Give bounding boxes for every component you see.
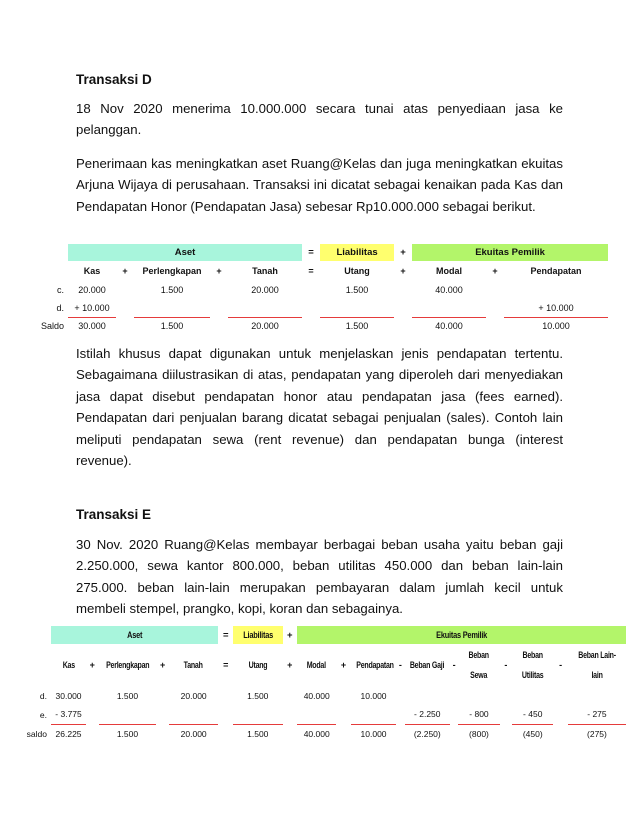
cell-tanah: 20.000 xyxy=(180,690,207,701)
cell-kas: 20.000 xyxy=(78,285,106,295)
cell-beban-gaji: - 2.250 xyxy=(405,705,450,724)
table-row-saldo xyxy=(38,317,608,335)
column-header-row xyxy=(38,261,608,281)
cell-modal: 40.000 xyxy=(303,690,330,701)
cell-utang xyxy=(320,299,394,317)
cell-beban-lain-lain: - 275 xyxy=(568,705,626,724)
cell-modal: 40.000 xyxy=(435,321,463,332)
row-label: d. xyxy=(56,303,64,313)
group-liabilitas: Liabilitas xyxy=(233,626,283,644)
cell-beban-sewa xyxy=(458,686,499,705)
row-label: saldo xyxy=(26,728,47,739)
cell-pendapatan: 10.000 xyxy=(360,690,387,701)
plus-sign: + xyxy=(400,247,406,258)
cell-modal xyxy=(297,705,336,724)
col-beban-sewa: Beban Sewa xyxy=(468,650,490,680)
cell-pendapatan xyxy=(351,705,396,724)
col-op: + xyxy=(340,660,347,670)
table-row xyxy=(38,281,608,299)
cell-tanah: 20.000 xyxy=(251,285,279,295)
group-ekuitas: Ekuitas Pemilik xyxy=(297,626,626,644)
cell-kas: + 10.000 xyxy=(68,299,116,317)
row-label: c. xyxy=(56,285,64,295)
cell-perlengkapan: 1.500 xyxy=(116,728,139,739)
cell-beban-utilitas xyxy=(512,686,553,705)
col-op: = xyxy=(308,266,314,276)
table-row xyxy=(22,705,626,724)
col-kas: Kas xyxy=(62,660,75,670)
cell-perlengkapan: 1.500 xyxy=(160,321,184,332)
col-op: + xyxy=(159,660,166,670)
cell-modal: 40.000 xyxy=(435,285,463,295)
col-op: - xyxy=(452,660,456,670)
cell-kas: 26.225 xyxy=(55,728,82,739)
row-label: e. xyxy=(39,709,47,720)
group-aset: Aset xyxy=(68,244,302,261)
col-op: + xyxy=(216,266,222,276)
cell-beban-lain-lain xyxy=(568,686,626,705)
plus-sign: + xyxy=(287,629,293,641)
cell-pendapatan: 10.000 xyxy=(360,728,387,739)
section-d-paragraph-1: 18 Nov 2020 menerima 10.000.000 secara tunai atas penyediaan jasa ke pelanggan. xyxy=(76,101,563,138)
table-row xyxy=(38,299,608,317)
col-beban-gaji: Beban Gaji xyxy=(410,660,445,670)
equals-sign: = xyxy=(308,247,314,258)
cell-tanah xyxy=(169,705,219,724)
transaction-d-table xyxy=(38,244,608,335)
cell-beban-utilitas: (450) xyxy=(522,728,543,739)
cell-beban-lain-lain: (275) xyxy=(587,728,607,739)
group-header-row xyxy=(38,244,608,261)
table-row xyxy=(22,686,626,705)
transaction-e-table xyxy=(22,626,626,743)
cell-beban-utilitas: - 450 xyxy=(512,705,553,724)
row-label: d. xyxy=(39,690,47,701)
cell-pendapatan: 10.000 xyxy=(542,321,570,332)
col-utang: Utang xyxy=(344,266,370,276)
section-e-title: Transaksi E xyxy=(76,507,152,522)
cell-perlengkapan xyxy=(99,705,157,724)
col-op: + xyxy=(89,660,95,670)
section-e-paragraph-1: 30 Nov. 2020 Ruang@Kelas membayar berbagai beban usaha yaitu beban gaji 2.250.000, sewa kantor 800.000, beban utilitas 450.000 dan beban lain-lain 275.000. beban lain-lain merupakan pembayaran dalam jumlah kecil untuk membeli stempel, prangko, kopi, koran dan sebagainya. xyxy=(76,537,563,617)
cell-perlengkapan: 1.500 xyxy=(116,690,139,701)
col-op: = xyxy=(223,660,229,670)
cell-perlengkapan xyxy=(134,299,210,317)
cell-kas: 30.000 xyxy=(78,321,106,332)
col-op: + xyxy=(400,266,406,276)
section-d-title: Transaksi D xyxy=(76,72,152,87)
cell-utang: 1.500 xyxy=(247,690,269,701)
equals-sign: = xyxy=(222,629,229,641)
row-label: Saldo xyxy=(40,321,64,331)
cell-kas: - 3.775 xyxy=(51,705,86,724)
col-kas: Kas xyxy=(83,266,101,276)
col-perlengkapan: Perlengkapan xyxy=(105,660,150,670)
col-perlengkapan: Perlengkapan xyxy=(142,266,202,276)
cell-beban-gaji: (2.250) xyxy=(413,728,441,739)
group-ekuitas: Ekuitas Pemilik xyxy=(412,244,608,261)
cell-beban-sewa: - 800 xyxy=(458,705,499,724)
col-tanah: Tanah xyxy=(252,266,278,276)
group-aset: Aset xyxy=(51,626,219,644)
cell-modal xyxy=(412,299,486,317)
table-row-saldo xyxy=(22,724,626,743)
cell-utang: 1.500 xyxy=(247,728,269,739)
col-op: - xyxy=(559,660,563,670)
col-pendapatan: Pendapatan xyxy=(530,266,582,276)
cell-perlengkapan: 1.500 xyxy=(160,285,184,295)
cell-utang: 1.500 xyxy=(345,321,369,332)
cell-beban-gaji xyxy=(405,686,450,705)
section-d-paragraph-2: Penerimaan kas meningkatkan aset Ruang@Kelas dan juga meningkatkan ekuitas Arjuna Wijaya di perusahaan. Transaksi ini dicatat sebagai kenaikan pada Kas dan Pendapatan Honor (Pendapatan Jasa) sebesar Rp10.000.000 sebagai berikut. xyxy=(76,156,563,214)
cell-pendapatan: + 10.000 xyxy=(504,299,608,317)
cell-tanah: 20.000 xyxy=(251,321,279,332)
group-liabilitas: Liabilitas xyxy=(320,244,394,261)
col-modal: Modal xyxy=(307,660,327,670)
col-modal: Modal xyxy=(436,266,463,276)
group-header-row xyxy=(22,626,626,644)
col-op: + xyxy=(122,266,128,276)
cell-kas: 30.000 xyxy=(55,690,82,701)
col-beban-utilitas: Beban Utilitas xyxy=(521,650,544,680)
cell-modal: 40.000 xyxy=(303,728,330,739)
col-beban-lain-lain: Beban Lain-lain xyxy=(578,650,616,680)
col-op: + xyxy=(287,660,293,670)
col-op: - xyxy=(504,660,508,670)
col-op: - xyxy=(398,660,402,670)
col-op: + xyxy=(492,266,498,276)
cell-pendapatan xyxy=(504,281,608,299)
col-pendapatan: Pendapatan xyxy=(356,660,394,670)
cell-beban-sewa: (800) xyxy=(469,728,489,739)
section-d-paragraph-3: Istilah khusus dapat digunakan untuk menjelaskan jenis pendapatan tertentu. Sebagaimana diilustrasikan di atas, pendapatan yang diperoleh dari menyediakan jasa dapat disebut pendapatan honor atau pendapatan jasa (fees earned). Pendapatan dari penjualan barang dicatat sebagai penjualan (sales). Contoh lain meliputi pendapatan sewa (rent revenue) dan pendapatan bunga (interest revenue). xyxy=(76,346,563,469)
cell-utang xyxy=(233,705,283,724)
cell-tanah xyxy=(228,299,302,317)
cell-tanah: 20.000 xyxy=(180,728,207,739)
cell-utang: 1.500 xyxy=(345,285,369,295)
col-utang: Utang xyxy=(248,660,268,670)
column-header-row xyxy=(22,644,626,686)
col-tanah: Tanah xyxy=(184,660,204,670)
